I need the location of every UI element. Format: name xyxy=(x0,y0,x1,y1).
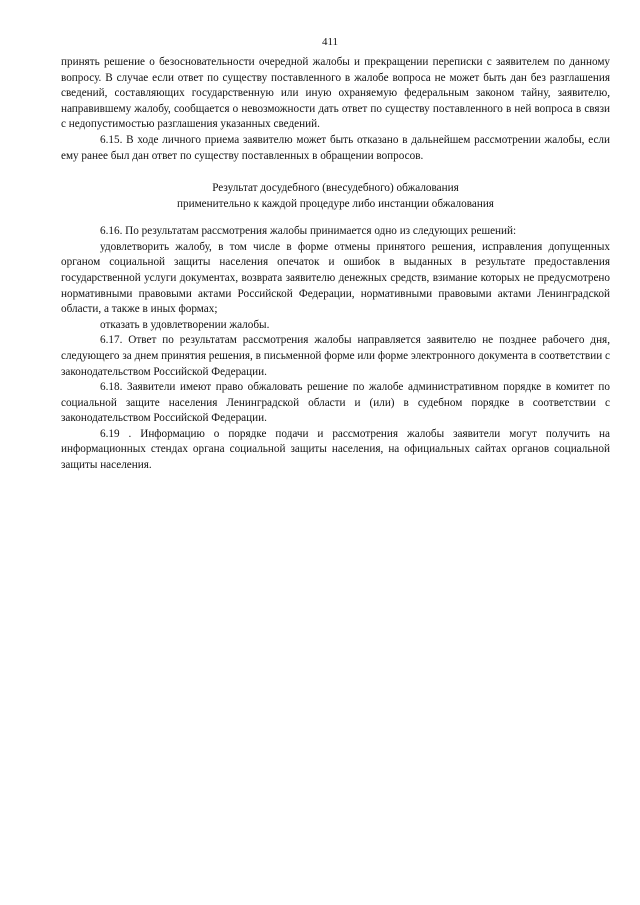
paragraph-6-16: 6.16. По результатам рассмотрения жалобы принимается одно из следующих решений: xyxy=(100,225,517,238)
paragraph-6-19: 6.19 . Информацию о порядке подачи и рассмотрения жалобы заявители могут получить на информационных стендах органа социальной защиты населения, на официальных сайтах органов социальной защиты населения. xyxy=(61,427,610,472)
section-heading-line-2: применительно к каждой процедуре либо инстанции обжалования xyxy=(177,198,494,211)
document-body xyxy=(61,55,610,474)
paragraph-6-16-option-2: отказать в удовлетворении жалобы. xyxy=(100,318,270,331)
paragraph-6-15: 6.15. В ходе личного приема заявителю может быть отказано в дальнейшем рассмотрении жалобы, если ему ранее был дан ответ по существу поставленных в обращении вопросов. xyxy=(61,133,610,162)
paragraph-continuation: принять решение о безосновательности очередной жалобы и прекращении переписки с заявителем по данному вопросу. В случае если ответ по существу поставленного в жалобе вопроса не может быть дан без разглашения сведений, составляющих государственную или иную охраняемую федеральным законом тайну, заявителю, направившему жалобу, сообщается о невозможности дать ответ по существу поставленного в ней вопроса в связи с недопустимостью разглашения указанных сведений. xyxy=(61,56,610,131)
section-heading-line-1: Результат досудебного (внесудебного) обжалования xyxy=(212,182,459,195)
section-heading xyxy=(61,180,610,212)
paragraph-6-18: 6.18. Заявители имеют право обжаловать решение по жалобе административном порядке в комитет по социальной защите населения Ленинградской области и (или) в судебном порядке в соответствии с законодательством Российской Федерации. xyxy=(61,381,610,425)
paragraph-6-17: 6.17. Ответ по результатам рассмотрения жалобы направляется заявителю не позднее рабочего дня, следующего за днем принятия решения, в письменной форме или форме электронного документа в соответствии с законодательством Российской Федерации. xyxy=(61,334,610,378)
paragraph-6-16-option-1: удовлетворить жалобу, в том числе в форме отмены принятого решения, исправления допущенных органом социальной защиты населения опечаток и ошибок в выданных в результате предоставления государственной услуги документах, возврата заявителю денежных средств, взимание которых не предусмотрено нормативными правовыми актами Российской Федерации, нормативными правовыми актами Ленинградской области, а также в иных формах; xyxy=(61,240,610,316)
page-number: 411 xyxy=(321,36,339,48)
